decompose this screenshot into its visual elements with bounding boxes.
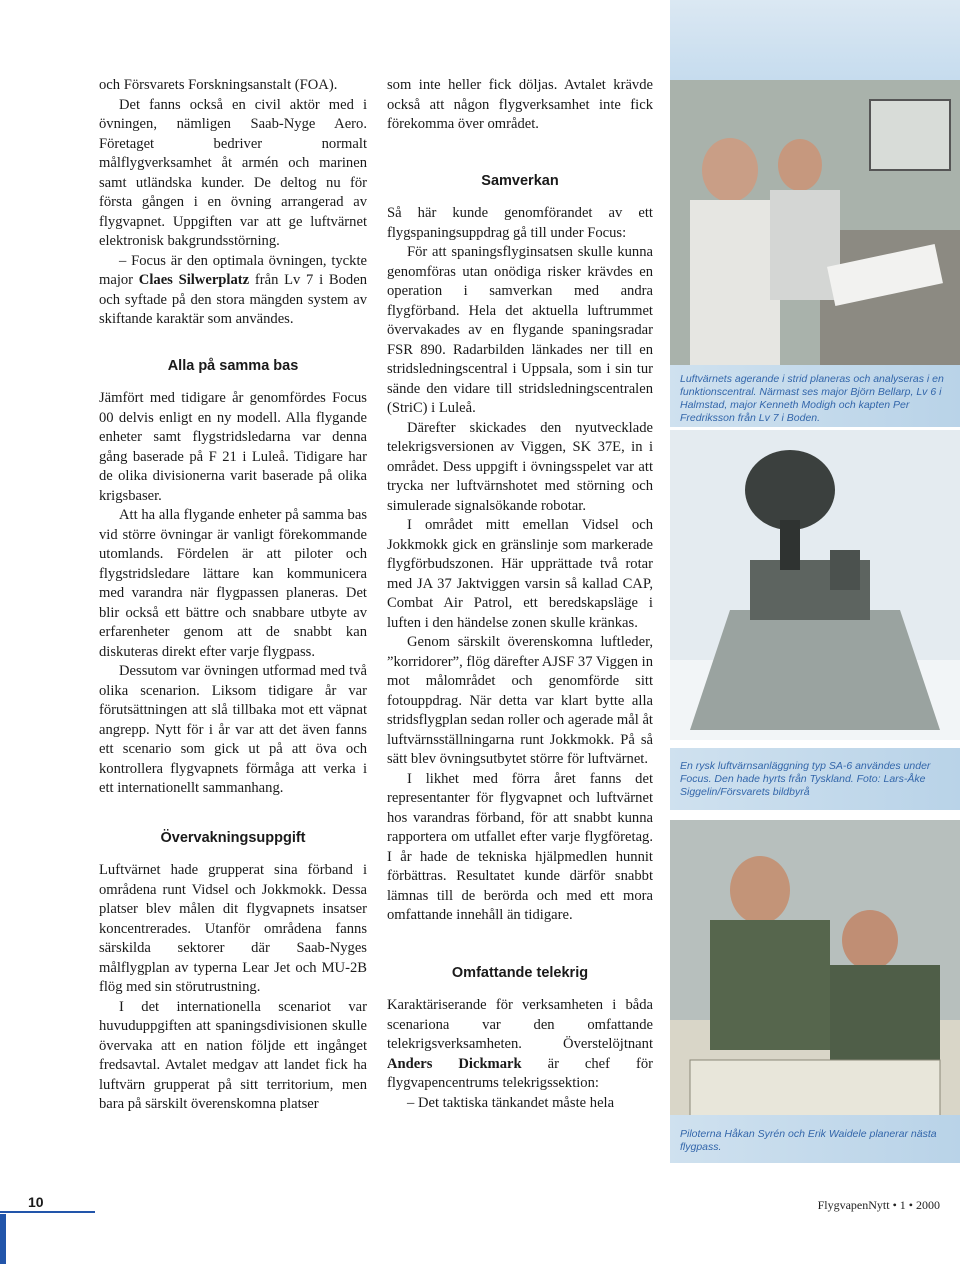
paragraph: Dessutom var övningen utformad med två olika scenarion. Liksom tidigare år var förutsättningen att slå tillbaka mot ett väpnat angrepp. Nytt för i år var att det även fanns ett scenario som gick ut på att öva och kontrollera flygvapnets förmåga att verka i ett internationellt sammanhang.	[99, 663, 367, 796]
footer-rule	[0, 1211, 95, 1213]
footer-rule-vertical	[0, 1214, 6, 1264]
photo-air-defence-illustration	[670, 430, 960, 740]
paragraph: Därefter skickades den nyutvecklade telekrigsversionen av Viggen, SK 37E, in i området. Dess uppgift i övningsspelet var att trycka ner luftvärnshotet med störning och simulerade signalsökande robotar.	[387, 419, 653, 514]
article-column-2	[387, 76, 653, 1113]
paragraph: Genom särskilt överenskomna luftleder, ”korridorer”, flög därefter AJSF 37 Viggen in mot målområdet och genomförde sitt fotouppdrag. När detta var klart bytte alla stridsflygplan sedan roller och agerade mål åt luftvärnsställningarna runt Jokkmokk. På så sätt blev övningsutbytet större för luftvärnet.	[387, 634, 653, 767]
magazine-footer: FlygvapenNytt • 1 • 2000	[817, 1198, 940, 1212]
paragraph: I det internationella scenariot var huvuduppgiften att spaningsdivisionen skulle övervaka att en nation följde ett ingånget fredsavtal. Avtalet medgav att landet fick ha luftvärn grupperat på sitt territorium, men bara på särskilt överenskomna platser	[99, 998, 367, 1112]
paragraph-quote: – Focus är den optimala övningen, tyckte major Claes Silwerplatz från Lv 7 i Boden och syftade på den stora mängden system av skiftande karaktär som användes.	[99, 252, 367, 327]
paragraph: Karaktäriserande för verksamheten i båda scenariona var den omfattande telekrigsverksamheten. Överstelöjtnant Anders Dickmark är chef för flygvapencentrums telekrigssektion:	[387, 997, 653, 1091]
photo-pilots-illustration	[670, 820, 960, 1145]
photo-pilots-planning	[670, 820, 960, 1145]
paragraph: Att ha alla flygande enheter på samma bas vid större övningar är vanligt förekommande utomlands. Fördelen är att piloter och flygstridsledare lättare kan kommunicera med varandra när flygpassen planeras. Det blir också ett bättre och snabbare utbyte av erfarenheter genom att de snabbt kan diskuteras direkt efter varje flygpass.	[99, 507, 367, 660]
section-heading: Alla på samma bas	[167, 357, 299, 374]
photo-caption: Luftvärnets agerande i strid planeras och analyseras i en funktionscentral. Närmast ses major Björn Bellarp, Lv 6 i Halmstad, major Kenneth Modigh och kapten Per Fredriksson från Lv 7 i Boden.	[680, 373, 944, 424]
page-number: 10	[28, 1194, 44, 1210]
photo-caption: En rysk luftvärnsanläggning typ SA-6 användes under Focus. Den hade hyrts från Tyskland. Foto: Lars-Åke Siggelin/Försvarets bildbyrå	[680, 760, 931, 798]
photo-caption: Piloterna Håkan Syrén och Erik Waidele planerar nästa flygpass.	[680, 1128, 937, 1153]
paragraph: För att spaningsflyginsatsen skulle kunna genomföras utan onödiga risker krävdes en operation i samverkan med andra flygförband. Hela det aktuella luftrummet övervakades av en flygande spaningsradar FSR 890. Radarbilden länkades ner till en stridsledningscentral i Uppsala, som i sin tur sände den vidare till stridsledningscentralen (StriC) i Luleå.	[387, 244, 653, 416]
paragraph: I området mitt emellan Vidsel och Jokkmokk gick en gränslinje som markerade flygförbudszonen. Här upprättade två rotar med JA 37 Jaktviggen varsin så kallad CAP, Combat Air Patrol, ett beredskapsläge i luften i den händelse zonen skulle kränkas.	[387, 517, 653, 631]
section-heading: Övervakningsuppgift	[160, 829, 306, 846]
photo-top-background	[670, 0, 960, 80]
person-name: Anders Dickmark	[387, 1055, 522, 1072]
article-column-1	[99, 76, 367, 1115]
paragraph: I likhet med förra året fanns det representanter för flygvapnet och luftvärnet hos varandras förband, för att snabbt kunna rapportera om utfallet efter varje flygföretag. I år hade de tekniska hjälpmedlen hunnit förbättras. Resultatet kunde därför snabbt lämnas till de berörda och med ett mora omfattande innehåll än tidigare.	[387, 770, 653, 923]
paragraph: Jämfört med tidigare år genomfördes Focus 00 delvis enligt en ny modell. Alla flygande enheter samt flygstridsledarna var denna gång baserade på F 21 i Luleå. Tidigare har de olika divisionerna varit baserade på olika krigsbaser.	[99, 390, 367, 504]
section-heading: Samverkan	[481, 172, 559, 189]
person-name: Claes Silwerplatz	[138, 272, 250, 288]
photo-air-defence-vehicle	[670, 430, 960, 740]
paragraph: Så här kunde genomförandet av ett flygspaningsuppdrag gå till under Focus:	[387, 205, 653, 241]
section-heading: Omfattande telekrig	[451, 964, 589, 981]
paragraph: som inte heller fick döljas. Avtalet krävde också att någon flygverksamhet inte fick förekomma över området.	[387, 77, 653, 132]
paragraph-quote: – Det taktiska tänkandet måste hela	[407, 1094, 615, 1111]
paragraph: och Försvarets Forskningsanstalt (FOA).	[99, 77, 338, 93]
paragraph: Det fanns också en civil aktör med i övningen, nämligen Saab-Nyge Aero. Företaget bedriver normalt målflygverksamhet åt armén och marinen samt utländska kunder. De deltog nu för första gången i en övning arrangerad av flygvapnet. Uppgiften var att ge luftvärnet elektronisk bakgrundsstörning.	[99, 96, 367, 249]
paragraph: Luftvärnet hade grupperat sina förband i områdena runt Vidsel och Jokkmokk. Dessa platser blev målen dit flygvapnets insatser koncentrerades. Utanför områdena fanns särskilda sektorer där Saab-Nyges målflygplan av typerna Lear Jet och MU-2B flög med sin störutrustning.	[99, 862, 367, 995]
photo-control-room	[670, 80, 960, 380]
photo-control-room-illustration	[670, 80, 960, 380]
